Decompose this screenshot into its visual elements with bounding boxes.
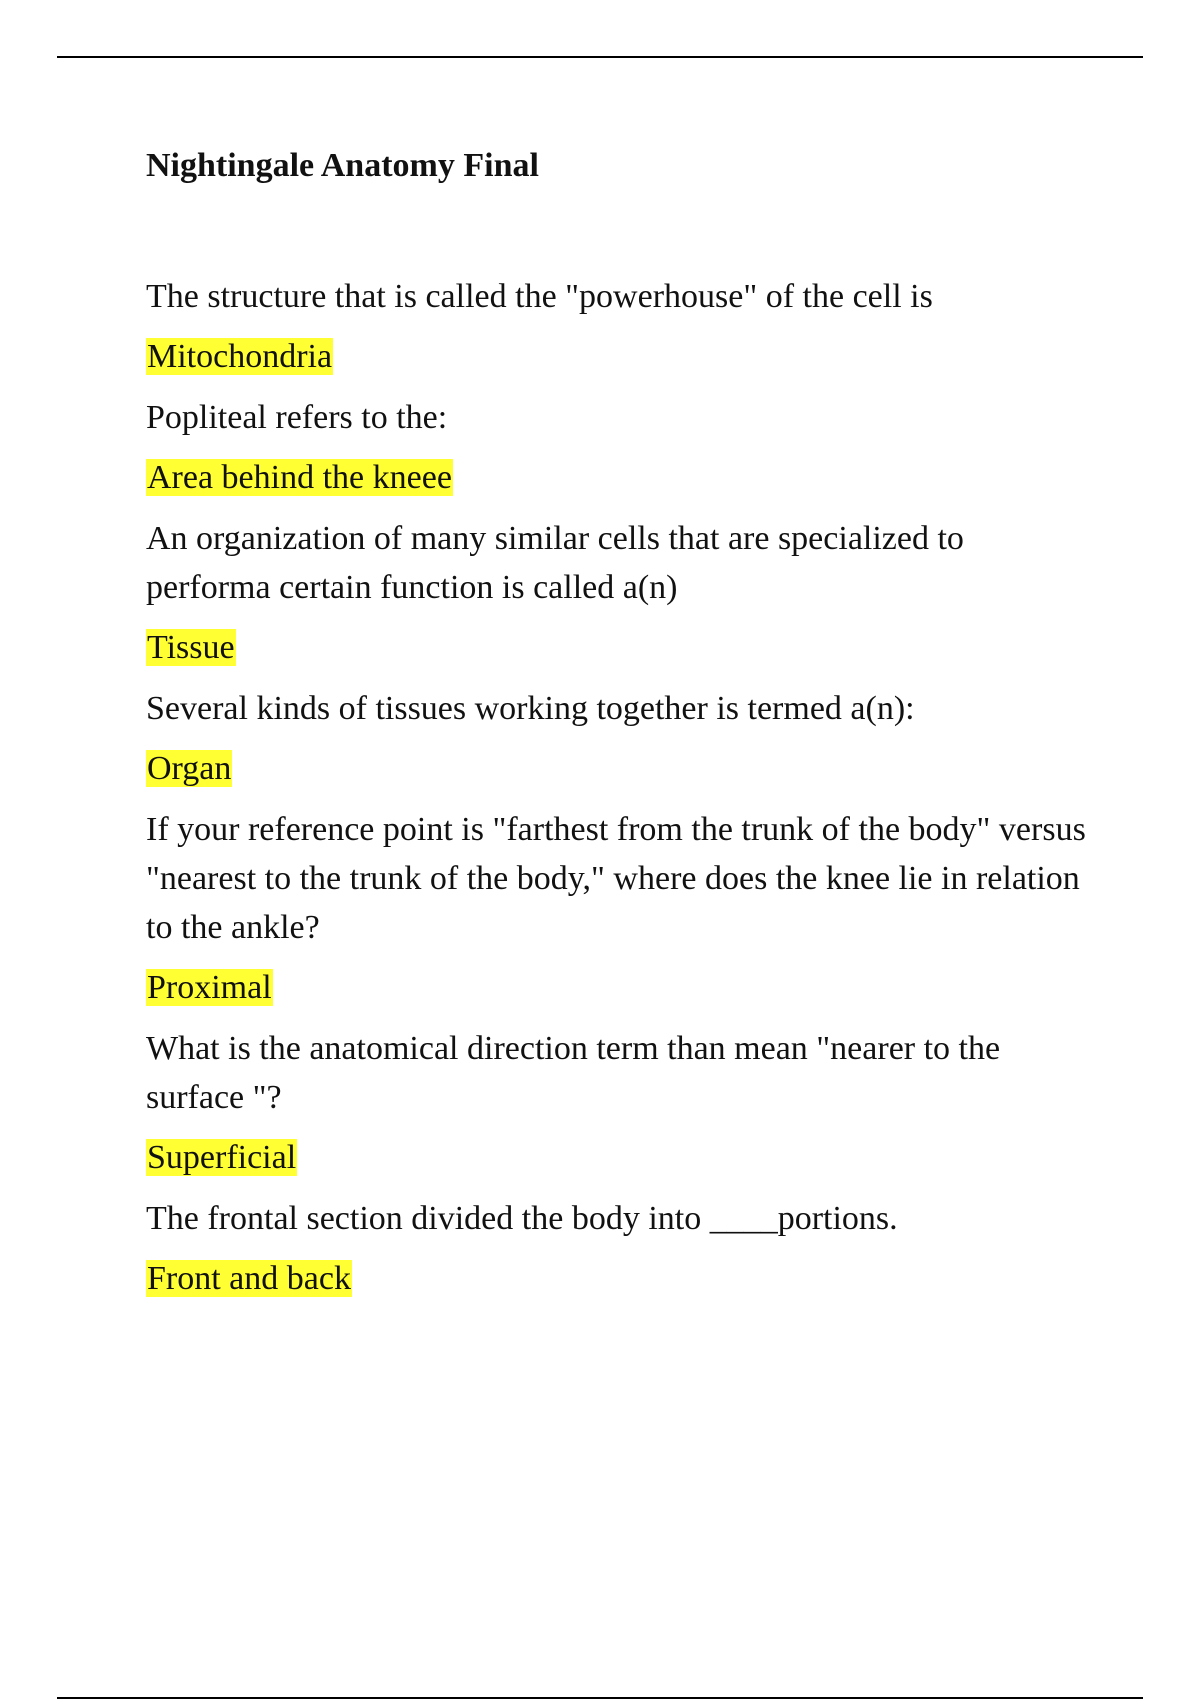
question-6: What is the anatomical direction term than mean "nearer to the surface "? xyxy=(146,1030,1001,1116)
answer-1 xyxy=(146,325,1086,389)
question-7: The frontal section divided the body into ____portions. xyxy=(146,1200,898,1237)
qa-list xyxy=(146,268,1086,1311)
top-divider xyxy=(57,56,1143,58)
answer-4 xyxy=(146,737,1086,801)
bottom-divider xyxy=(57,1697,1143,1699)
answer-highlight: Superficial xyxy=(147,1139,297,1176)
answer-highlight: Area behind the kneee xyxy=(147,459,452,496)
question-3: An organization of many similar cells that are specialized to performa certain function is called a(n) xyxy=(146,520,964,606)
question-2: Popliteal refers to the: xyxy=(146,399,448,436)
document-title: Nightingale Anatomy Final xyxy=(146,147,539,184)
question-5: If your reference point is "farthest from the trunk of the body" versus "nearest to the trunk of the body," where does the knee lie in relation to the ankle? xyxy=(146,811,1086,946)
answer-highlight: Tissue xyxy=(147,629,235,666)
answer-highlight: Mitochondria xyxy=(147,338,333,375)
answer-highlight: Organ xyxy=(147,750,232,787)
answer-7 xyxy=(146,1247,1086,1311)
question-1: The structure that is called the "powerhouse" of the cell is xyxy=(146,278,933,315)
question-4: Several kinds of tissues working together is termed a(n): xyxy=(146,690,915,727)
answer-2 xyxy=(146,446,1086,510)
answer-highlight: Proximal xyxy=(147,969,272,1006)
answer-5 xyxy=(146,956,1086,1020)
document-body xyxy=(146,140,1086,1311)
answer-3 xyxy=(146,616,1086,680)
answer-6 xyxy=(146,1126,1086,1190)
answer-highlight: Front and back xyxy=(147,1260,351,1297)
